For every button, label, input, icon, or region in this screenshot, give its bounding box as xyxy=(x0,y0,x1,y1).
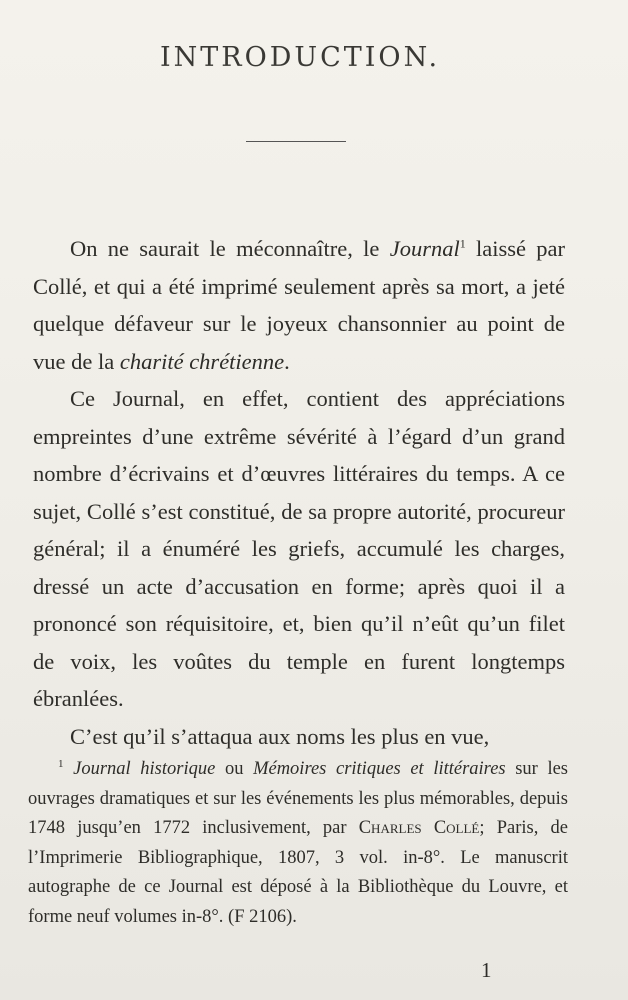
main-text xyxy=(33,230,565,755)
footnote-reference: 1 xyxy=(459,236,466,251)
footnote-connector: ou xyxy=(215,759,254,779)
journal-word: Journal xyxy=(389,236,460,261)
paragraph-3: C’est qu’il s’attaqua aux noms les plus en vue, xyxy=(70,723,490,749)
footnote xyxy=(28,755,568,932)
footnote-title-1: Journal historique xyxy=(73,759,216,779)
footnote-mark: 1 xyxy=(58,757,64,770)
charite-chretienne: charité chrétienne xyxy=(119,348,285,374)
footnote-title-2: Mémoires critiques et littéraires xyxy=(253,759,506,779)
page-number: 1 xyxy=(481,958,492,982)
paragraph-1 xyxy=(33,230,565,380)
footnote-text-2: ; Paris, de l’Imprimerie Bibliographique, 1807, 3 vol. in-8°. Le manuscrit autographe de ce Journal est déposé à la Bibliothèque du Louvre, et forme neuf volumes in-8°. (F 2106). xyxy=(28,818,568,927)
page-title: INTRODUCTION. xyxy=(159,42,441,73)
footnote-author: Charles Collé xyxy=(358,818,480,838)
paragraph-1-part-3: . xyxy=(284,348,290,374)
paragraph-2: Ce Journal, en effet, contient des appréciations empreintes d’une extrême sévérité à l’égard d’un grand nombre d’écrivains et d’œuvres littéraires du temps. A ce sujet, Collé s’est constitué, de sa propre autorité, procureur général; il a énuméré les griefs, accumulé les charges, dressé un acte d’accusation en forme; après quoi il a prononcé son réquisitoire, et, bien qu’il n’eût qu’un filet de voix, les voûtes du temple en furent longtemps ébranlées. xyxy=(33,386,565,711)
paragraph-1-part-2: laissé par Collé, et qui a été imprimé seulement après sa mort, a jeté quelque défaveur sur le joyeux chansonnier au point de vue de la xyxy=(33,236,565,374)
footnote-text-1: sur les ouvrages dramatiques et sur les événements les plus mémorables, depuis 1748 jusqu’en 1772 inclusivement, par xyxy=(28,759,569,838)
paragraph-1-part-1: On ne saurait le méconnaître, le xyxy=(70,236,390,261)
title-divider xyxy=(246,141,346,142)
